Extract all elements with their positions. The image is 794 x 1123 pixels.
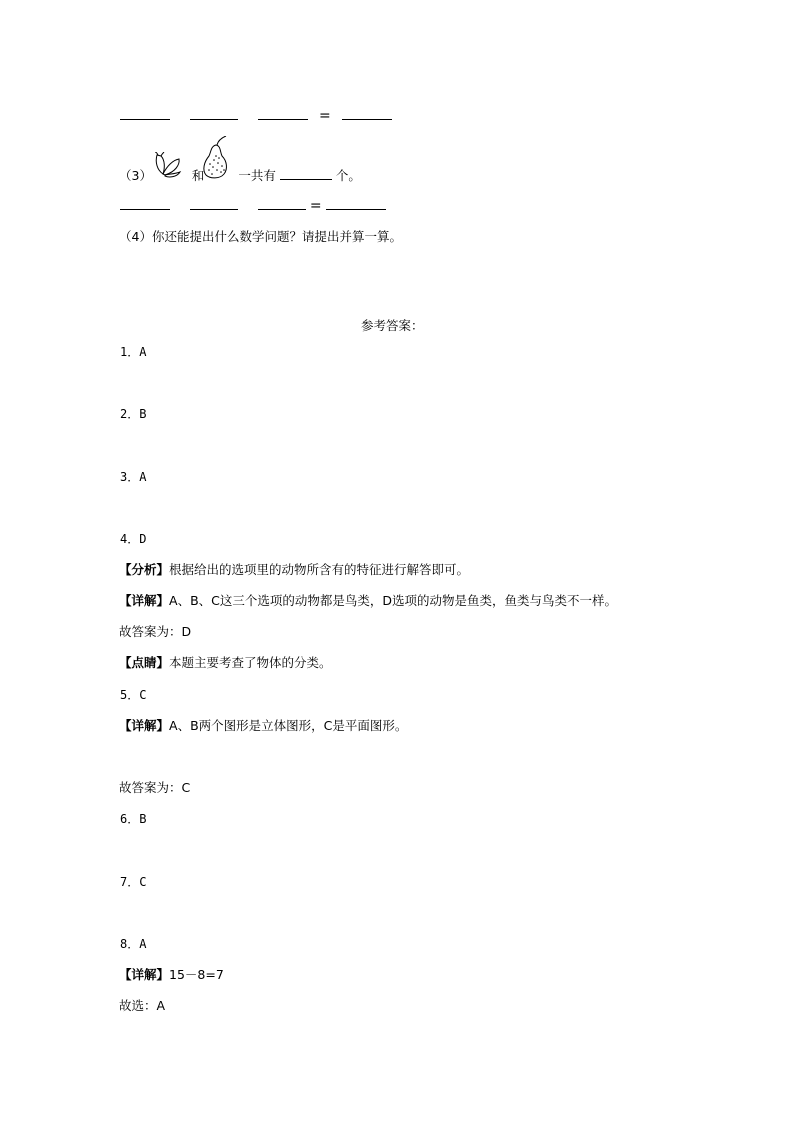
detail-text: 15－8=7 — [169, 967, 224, 982]
answer-6: 6．B — [120, 812, 147, 826]
blank[interactable] — [120, 106, 170, 120]
comment-tag: 【点睛】 — [119, 655, 170, 670]
butterfly-icon — [153, 152, 183, 178]
answer-2: 2．B — [120, 407, 147, 421]
and-text: 和 — [191, 168, 205, 183]
blank[interactable] — [120, 196, 170, 210]
unit-text: 个。 — [335, 168, 361, 183]
answer-1: 1．A — [120, 345, 147, 359]
detail-tag: 【详解】 — [119, 593, 170, 608]
detail-tag: 【详解】 — [119, 967, 170, 982]
answer-5: 5．C — [120, 688, 147, 702]
blank[interactable] — [190, 106, 238, 120]
comment-text: 本题主要考查了物体的分类。 — [169, 655, 332, 670]
conclusion-line: 故答案为：C — [119, 780, 191, 795]
analysis-text: 根据给出的选项里的动物所含有的特征进行解答即可。 — [169, 562, 470, 577]
blank[interactable] — [342, 106, 392, 120]
question-4: （4）你还能提出什么数学问题？请提出并算一算。 — [119, 229, 402, 244]
equation-row-1 — [120, 106, 392, 124]
answer-4: 4．D — [120, 532, 147, 546]
question-number: （3） — [119, 168, 152, 183]
question-text: 一共有 — [238, 168, 276, 183]
detail-line — [119, 593, 617, 609]
detail-text: A、B、C这三个选项的动物都是鸟类，D选项的动物是鱼类，鱼类与鸟类不一样。 — [169, 593, 617, 608]
answer-3: 3．A — [120, 470, 147, 484]
blank[interactable] — [258, 196, 306, 210]
pear-icon — [200, 136, 230, 180]
answer-blank[interactable] — [280, 166, 332, 180]
equation-row-2 — [120, 196, 386, 214]
analysis-line — [119, 562, 469, 578]
answers-title: 参考答案： — [361, 318, 424, 333]
comment-line — [119, 655, 332, 671]
answer-7: 7．C — [120, 875, 147, 889]
blank[interactable] — [190, 196, 238, 210]
conclusion-line: 故选：A — [119, 998, 166, 1013]
conclusion-line: 故答案为：D — [119, 624, 192, 639]
equals-sign: = — [309, 198, 322, 214]
answer-8: 8．A — [120, 937, 147, 951]
equals-sign: = — [319, 108, 331, 124]
detail-text: A、B两个图形是立体图形，C是平面图形。 — [169, 718, 408, 733]
analysis-tag: 【分析】 — [119, 562, 170, 577]
blank[interactable] — [326, 196, 386, 210]
detail-line — [119, 967, 224, 983]
detail-tag: 【详解】 — [119, 718, 170, 733]
blank[interactable] — [258, 106, 308, 120]
detail-line — [119, 718, 407, 734]
